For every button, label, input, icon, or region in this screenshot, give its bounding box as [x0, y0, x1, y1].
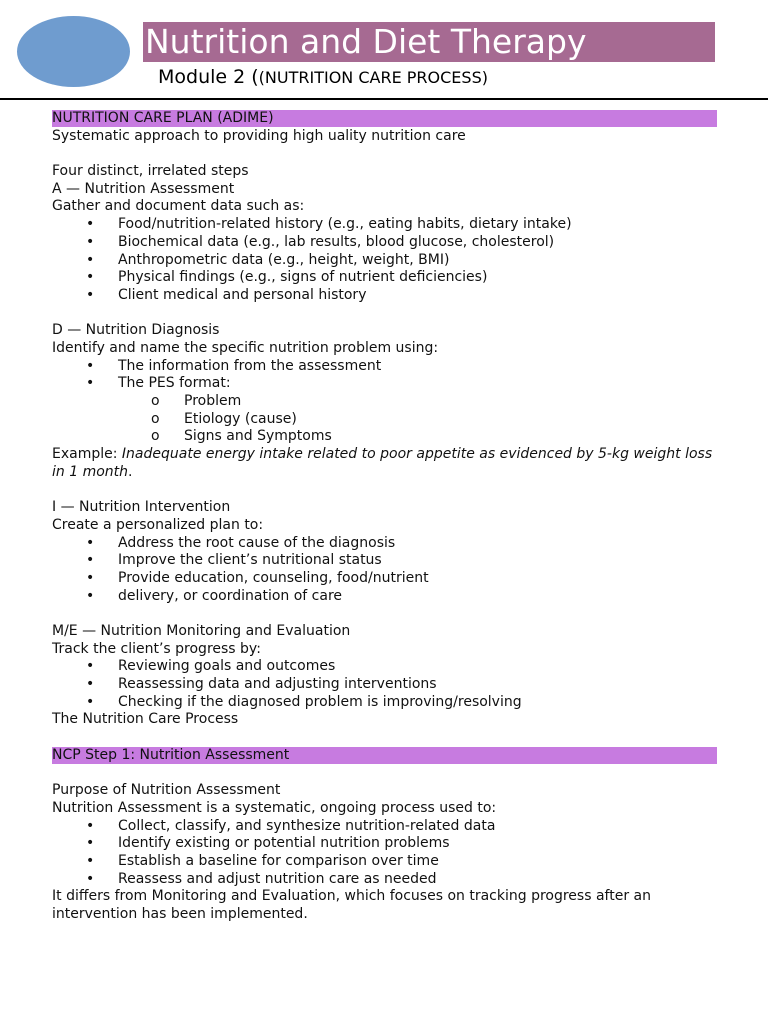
list-item: • Reassessing data and adjusting interventions — [86, 676, 437, 693]
list-item: • Anthropometric data (e.g., height, weight, BMI) — [86, 251, 450, 268]
list-item: • Reassess and adjust nutrition care as needed — [86, 870, 437, 887]
subtitle-small: (NUTRITION CARE PROCESS) — [258, 68, 488, 87]
list-item: • Identify existing or potential nutrition problems — [86, 835, 450, 852]
section-heading-step1: NCP Step 1: Nutrition Assessment — [52, 747, 717, 764]
sub-list-item: o Problem — [151, 393, 242, 409]
example-paragraph: Example: Inadequate energy intake related to poor appetite as evidenced by 5-kg weight loss in 1 month. — [52, 446, 713, 480]
list-item: • Food/nutrition-related history (e.g., eating habits, dietary intake) — [86, 216, 572, 233]
list-item: • Checking if the diagnosed problem is improving/resolving — [86, 693, 522, 710]
list-item: • Improve the client’s nutritional status — [86, 552, 382, 569]
section-heading-adime: NUTRITION CARE PLAN (ADIME) — [52, 110, 717, 127]
sub-bullet-icon: o — [151, 393, 160, 409]
assessment-lead: Gather and document data such as: — [52, 198, 305, 215]
list-item: • Establish a baseline for comparison over time — [86, 852, 439, 869]
bullet-icon: • — [86, 817, 95, 834]
bullet-icon: • — [86, 552, 95, 569]
bullet-icon: • — [86, 852, 95, 869]
monitoring-title: M/E — Nutrition Monitoring and Evaluation — [52, 622, 351, 639]
list-item: • The information from the assessment — [86, 357, 382, 374]
sub-list-item: o Etiology (cause) — [151, 410, 297, 427]
bullet-icon: • — [86, 269, 95, 286]
assessment-title: A — Nutrition Assessment — [52, 180, 235, 197]
bullet-icon: • — [86, 534, 95, 551]
monitoring-lead: Track the client’s progress by: — [52, 640, 261, 657]
bullet-icon: • — [86, 676, 95, 693]
list-item: • Client medical and personal history — [86, 286, 367, 303]
bullet-icon: • — [86, 233, 95, 250]
sub-bullet-icon: o — [151, 410, 160, 427]
bullet-icon: • — [86, 835, 95, 852]
step1-lead: Nutrition Assessment is a systematic, ongoing process used to: — [52, 799, 497, 816]
bullet-icon: • — [86, 658, 95, 675]
bullet-icon: • — [86, 569, 95, 586]
bullet-icon: • — [86, 286, 95, 303]
sub-bullet-icon: o — [151, 428, 160, 445]
intervention-lead: Create a personalized plan to: — [52, 516, 264, 533]
list-item: • Provide education, counseling, food/nutrient — [86, 569, 429, 586]
list-item: • Address the root cause of the diagnosis — [86, 534, 396, 551]
list-item: • Biochemical data (e.g., lab results, blood glucose, cholesterol) — [86, 233, 555, 250]
bullet-icon: • — [86, 375, 95, 392]
list-item: • Collect, classify, and synthesize nutrition-related data — [86, 817, 496, 834]
list-item: • delivery, or coordination of care — [86, 587, 343, 604]
document-body — [52, 110, 718, 924]
header-divider — [0, 98, 768, 100]
document-title — [143, 22, 715, 62]
sub-list-item: o Signs and Symptoms — [151, 428, 332, 445]
bullet-icon: • — [86, 357, 95, 374]
bullet-icon: • — [86, 693, 95, 710]
bullet-icon: • — [86, 870, 95, 887]
list-item: • The PES format: — [86, 375, 231, 392]
diagnosis-lead: Identify and name the specific nutrition problem using: — [52, 339, 439, 356]
bullet-icon: • — [86, 587, 95, 604]
bullet-icon: • — [86, 216, 95, 233]
list-item: • Physical findings (e.g., signs of nutrient deficiencies) — [86, 269, 488, 286]
purpose-title: Purpose of Nutrition Assessment — [52, 782, 281, 799]
subtitle-main: Module 2 ( — [158, 66, 259, 88]
list-item: • Reviewing goals and outcomes — [86, 658, 336, 675]
intro-text: Systematic approach to providing high uality nutrition care — [52, 127, 466, 144]
differs-paragraph: It differs from Monitoring and Evaluation, which focuses on tracking progress after an intervention has been implemented. — [52, 888, 651, 922]
steps-text: Four distinct, irrelated steps — [52, 163, 249, 180]
logo-oval — [17, 16, 130, 87]
closing-text: The Nutrition Care Process — [52, 711, 239, 728]
title-text: Nutrition and Diet Therapy — [145, 22, 587, 61]
document-subtitle — [158, 66, 488, 89]
diagnosis-title: D — Nutrition Diagnosis — [52, 322, 220, 339]
bullet-icon: • — [86, 251, 95, 268]
intervention-title: I — Nutrition Intervention — [52, 499, 231, 516]
